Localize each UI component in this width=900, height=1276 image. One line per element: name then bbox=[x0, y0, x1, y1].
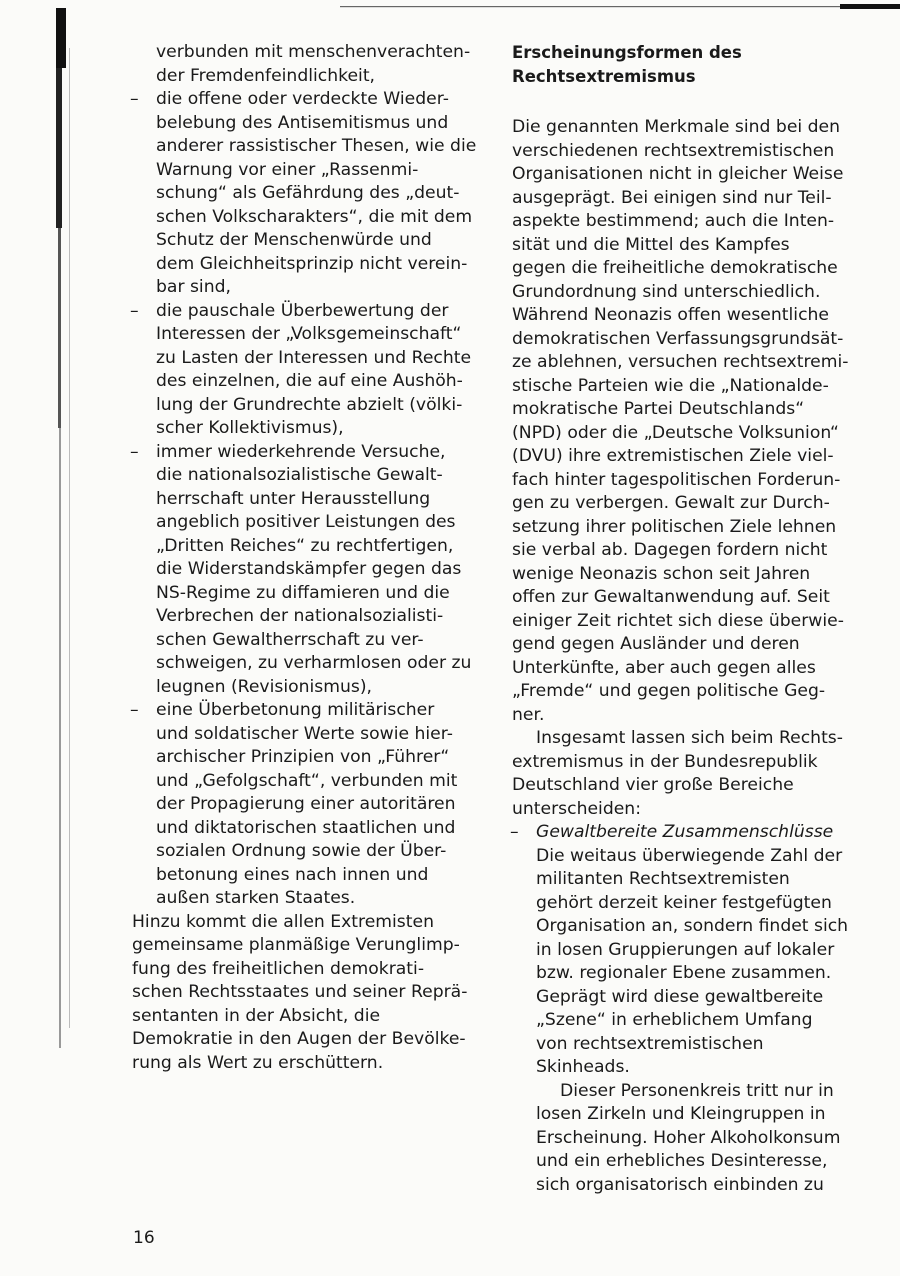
text-line: einiger Zeit richtet sich diese überwie- bbox=[512, 610, 844, 631]
list-dash: – bbox=[130, 89, 139, 109]
scan-binding-edge bbox=[56, 8, 74, 1048]
list-item bbox=[132, 441, 480, 700]
list-dash: – bbox=[130, 700, 139, 720]
text-line: sität und die Mittel des Kampfes bbox=[512, 234, 790, 255]
list-dash: – bbox=[130, 300, 139, 321]
text-line: fach hinter tagespolitischen Forderun- bbox=[512, 469, 841, 490]
text-line: Organisation an, sondern findet sich bbox=[536, 916, 849, 936]
text-line: die Widerstandskämpfer gegen das bbox=[156, 559, 462, 579]
text-line: Während Neonazis offen wesentliche bbox=[512, 305, 829, 325]
text-line: aspekte bestimmend; auch die Inten- bbox=[512, 211, 835, 231]
paragraph bbox=[512, 116, 868, 727]
text-line: herrschaft unter Herausstellung bbox=[156, 488, 431, 509]
text-line: die pauschale Überbewertung der bbox=[156, 300, 449, 321]
text-line: gend gegen Ausländer und deren bbox=[512, 634, 800, 654]
text-line: schung“ als Gefährdung des „deut- bbox=[156, 183, 460, 203]
page-number: 16 bbox=[133, 1228, 155, 1248]
text-line: Deutschland vier große Bereiche bbox=[512, 775, 794, 795]
list-item bbox=[132, 300, 480, 441]
text-line: und diktatorischen staatlichen und bbox=[156, 817, 456, 838]
text-line: schen Rechtsstaates und seiner Reprä- bbox=[132, 982, 468, 1002]
left-column bbox=[132, 41, 480, 1075]
closing-paragraph bbox=[132, 911, 480, 1076]
text-line: und soldatischer Werte sowie hier- bbox=[156, 723, 453, 744]
text-line: Warnung vor einer „Rassenmi- bbox=[156, 159, 419, 180]
heading-line: Erscheinungsformen des bbox=[512, 43, 742, 62]
text-line: Erscheinung. Hoher Alkoholkonsum bbox=[536, 1127, 841, 1148]
text-line: bar sind, bbox=[156, 277, 231, 297]
text-line: militanten Rechtsextremisten bbox=[536, 869, 790, 889]
text-line: (NPD) oder die „Deutsche Volksunion“ bbox=[512, 422, 839, 443]
text-line: außen starken Staates. bbox=[156, 888, 356, 908]
list-item bbox=[132, 699, 480, 911]
text-line: ausgeprägt. Bei einigen sind nur Teil- bbox=[512, 187, 832, 208]
text-line: verschiedenen rechtsextremistischen bbox=[512, 140, 835, 161]
list-dash: – bbox=[130, 441, 139, 462]
text-line: eine Überbetonung militärischer bbox=[156, 700, 435, 720]
text-line: Demokratie in den Augen der Bevölke- bbox=[132, 1029, 466, 1049]
text-line: Grundordnung sind unterschiedlich. bbox=[512, 281, 821, 302]
text-line: sentanten in der Absicht, die bbox=[132, 1005, 381, 1026]
text-line: gen zu verbergen. Gewalt zur Durch- bbox=[512, 493, 830, 513]
paragraph bbox=[512, 727, 868, 821]
text-line: schweigen, zu verharmlosen oder zu bbox=[156, 653, 472, 673]
text-line: „Dritten Reiches“ zu rechtfertigen, bbox=[156, 535, 454, 556]
text-line: belebung des Antisemitismus und bbox=[156, 112, 449, 133]
text-line: (DVU) ihre extremistischen Ziele viel- bbox=[512, 446, 834, 466]
text-line: rung als Wert zu erschüttern. bbox=[132, 1052, 384, 1073]
text-line: angeblich positiver Leistungen des bbox=[156, 512, 456, 532]
list-item bbox=[132, 88, 480, 300]
text-line: gegen die freiheitliche demokratische bbox=[512, 258, 838, 278]
text-line: von rechtsextremistischen bbox=[536, 1033, 764, 1054]
list-item bbox=[512, 821, 868, 1197]
text-line: wenige Neonazis schon seit Jahren bbox=[512, 563, 811, 584]
text-line: schen Gewaltherrschaft zu ver- bbox=[156, 629, 424, 650]
text-line: scher Kollektivismus), bbox=[156, 418, 344, 438]
text-line: betonung eines nach innen und bbox=[156, 864, 429, 885]
text-line: die offene oder verdeckte Wieder- bbox=[156, 89, 449, 109]
text-line: Organisationen nicht in gleicher Weise bbox=[512, 164, 844, 184]
text-line: Insgesamt lassen sich beim Rechts- bbox=[536, 728, 843, 748]
text-line: des einzelnen, die auf eine Aushöh- bbox=[156, 371, 463, 391]
text-line: stische Parteien wie die „Nationalde- bbox=[512, 375, 829, 396]
text-line: der Fremdenfeindlichkeit, bbox=[156, 65, 376, 86]
text-line: in losen Gruppierungen auf lokaler bbox=[536, 939, 835, 960]
text-line: und „Gefolgschaft“, verbunden mit bbox=[156, 770, 458, 791]
text-line: immer wiederkehrende Versuche, bbox=[156, 441, 446, 462]
text-line: Verbrechen der nationalsozialisti- bbox=[156, 606, 444, 626]
text-line: mokratische Partei Deutschlands“ bbox=[512, 399, 805, 419]
text-line: Skinheads. bbox=[536, 1057, 630, 1077]
text-line: Die genannten Merkmale sind bei den bbox=[512, 117, 841, 137]
text-line: fung des freiheitlichen demokrati- bbox=[132, 958, 425, 979]
text-line: sich organisatorisch einbinden zu bbox=[536, 1174, 824, 1195]
text-line: sozialen Ordnung sowie der Über- bbox=[156, 841, 447, 861]
right-column bbox=[512, 41, 868, 1197]
text-line: archischer Prinzipien von „Führer“ bbox=[156, 747, 450, 767]
section-heading bbox=[512, 41, 868, 88]
text-line: losen Zirkeln und Kleingruppen in bbox=[536, 1104, 826, 1124]
text-line: dem Gleichheitsprinzip nicht verein- bbox=[156, 253, 468, 274]
text-line: zu Lasten der Interessen und Rechte bbox=[156, 347, 472, 368]
text-line: demokratischen Verfassungsgrundsät- bbox=[512, 328, 844, 349]
text-line: sie verbal ab. Dagegen fordern nicht bbox=[512, 540, 828, 560]
text-line: setzung ihrer politischen Ziele lehnen bbox=[512, 516, 837, 537]
text-line: Unterkünfte, aber auch gegen alles bbox=[512, 657, 816, 678]
text-line: anderer rassistischer Thesen, wie die bbox=[156, 136, 477, 156]
text-line: unterscheiden: bbox=[512, 798, 641, 819]
text-line: extremismus in der Bundesrepublik bbox=[512, 751, 818, 772]
text-line: verbunden mit menschenverachten- bbox=[156, 42, 471, 62]
text-line: bzw. regionaler Ebene zusammen. bbox=[536, 963, 832, 983]
text-line: „Szene“ in erheblichem Umfang bbox=[536, 1010, 813, 1030]
text-line: lung der Grundrechte abzielt (völki- bbox=[156, 394, 463, 415]
text-line: NS-Regime zu diffamieren und die bbox=[156, 582, 450, 603]
text-line: ze ablehnen, versuchen rechtsextremi- bbox=[512, 352, 849, 372]
text-line: leugnen (Revisionismus), bbox=[156, 676, 373, 697]
text-line: Hinzu kommt die allen Extremisten bbox=[132, 911, 434, 932]
text-line: gehört derzeit keiner festgefügten bbox=[536, 892, 832, 913]
text-line: Die weitaus überwiegende Zahl der bbox=[536, 845, 843, 866]
text-line: Schutz der Menschenwürde und bbox=[156, 230, 432, 250]
intro-text bbox=[132, 41, 480, 88]
text-line: und ein erhebliches Desinteresse, bbox=[536, 1151, 828, 1171]
list-dash: – bbox=[510, 822, 519, 842]
text-line: die nationalsozialistische Gewalt- bbox=[156, 465, 443, 485]
text-line: „Fremde“ und gegen politische Geg- bbox=[512, 681, 826, 701]
scan-top-rule bbox=[340, 4, 900, 10]
text-line: Dieser Personenkreis tritt nur in bbox=[560, 1080, 834, 1101]
paragraph bbox=[536, 1080, 868, 1198]
text-line: gemeinsame planmäßige Verunglimp- bbox=[132, 935, 460, 955]
text-line: Interessen der „Volksgemeinschaft“ bbox=[156, 324, 462, 344]
heading-line: Rechtsextremismus bbox=[512, 66, 696, 86]
text-line: Geprägt wird diese gewaltbereite bbox=[536, 986, 824, 1007]
text-line: schen Volkscharakters“, die mit dem bbox=[156, 206, 473, 227]
text-line: der Propagierung einer autoritären bbox=[156, 794, 456, 814]
list-item-title: Gewaltbereite Zusammenschlüsse bbox=[536, 822, 834, 842]
text-line: ner. bbox=[512, 704, 545, 725]
text-line: offen zur Gewaltanwendung auf. Seit bbox=[512, 587, 830, 607]
